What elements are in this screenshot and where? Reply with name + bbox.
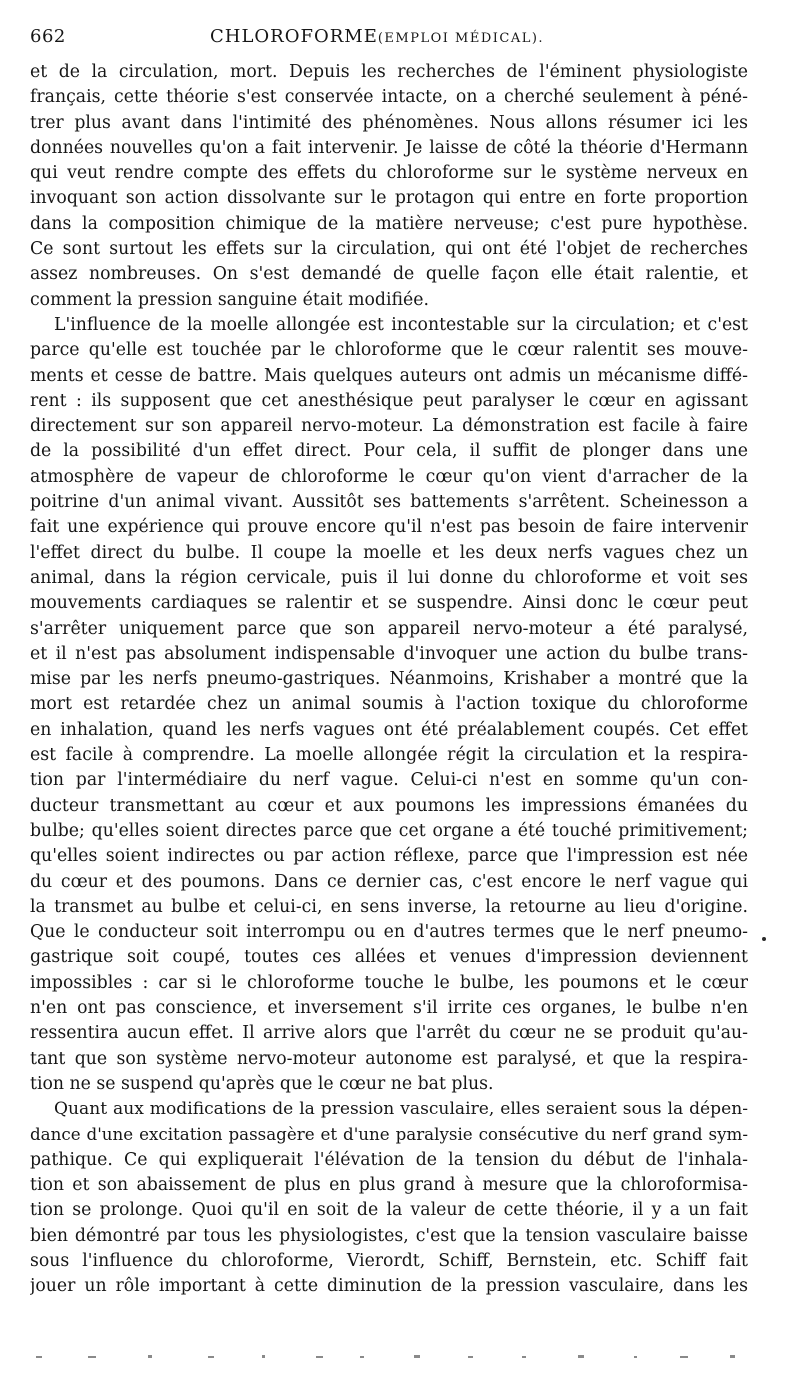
scan-noise-mark	[578, 1355, 584, 1358]
text-line: de la possibilité d'un effet direct. Pour cela, il suffit de plonger dans une	[30, 441, 748, 462]
text-line: bulbe; qu'elles soient directes parce que cet organe a été touché primitivement;	[30, 820, 748, 841]
text-line: tion par l'intermédiaire du nerf vague. Celui-ci n'est en somme qu'un con-	[30, 770, 748, 791]
text-line: qu'elles soient indirectes ou par action réflexe, parce que l'impression est née	[30, 846, 748, 867]
text-line: assez nombreuses. On s'est demandé de quelle façon elle était ralentie, et	[30, 264, 748, 285]
scan-noise-mark	[730, 1355, 735, 1358]
running-head	[210, 26, 544, 47]
text-line: mouvements cardiaques se ralentir et se suspendre. Ainsi donc le cœur peut	[30, 593, 748, 614]
scan-noise-mark	[316, 1356, 323, 1358]
scan-noise-mark	[148, 1355, 152, 1358]
text-line: et de la circulation, mort. Depuis les recherches de l'éminent physiologiste	[30, 62, 748, 82]
scan-noise-mark	[36, 1356, 42, 1358]
text-line: est facile à comprendre. La moelle allongée régit la circulation et la respira-	[30, 745, 748, 766]
text-line: animal, dans la région cervicale, puis il lui donne du chloroforme et voit ses	[30, 567, 748, 588]
text-line: impossibles : car si le chloroforme touche le bulbe, les poumons et le cœur	[30, 972, 748, 993]
scan-noise-mark	[468, 1356, 473, 1358]
page-header	[30, 26, 748, 58]
text-line: tion et son abaissement de plus en plus grand à mesure que la chloroformisa-	[30, 1175, 748, 1196]
text-line: pathique. Ce qui expliquerait l'élévation de la tension du début de l'inhala-	[30, 1149, 748, 1170]
text-line: du cœur et des poumons. Dans ce dernier cas, c'est encore le nerf vague qui	[30, 871, 748, 892]
page-number: 662	[30, 26, 66, 47]
text-line: ressentira aucun effet. Il arrive alors que l'arrêt du cœur ne se produit qu'au-	[30, 1023, 748, 1044]
text-line: jouer un rôle important à cette diminution de la pression vasculaire, dans les	[30, 1276, 748, 1297]
text-line: dans la composition chimique de la matière nerveuse; c'est pure hypothèse.	[30, 213, 748, 234]
scan-noise-mark	[360, 1356, 364, 1358]
scan-noise-mark	[414, 1355, 420, 1358]
paragraph	[30, 1097, 748, 1299]
text-line: français, cette théorie s'est conservée intacte, on a cherché seulement à péné-	[30, 87, 748, 108]
text-line: invoquant son action dissolvante sur le protagon qui entre en forte proportion	[30, 188, 748, 209]
running-head-title: CHLOROFORME	[210, 26, 378, 47]
text-line: n'en ont pas conscience, et inversement s'il irrite ces organes, le bulbe n'en	[30, 997, 748, 1018]
text-line: directement sur son appareil nervo-moteur. La démonstration est facile à faire	[30, 416, 748, 437]
text-line: ments et cesse de battre. Mais quelques auteurs ont admis un mécanisme diffé-	[30, 365, 748, 386]
running-head-subtitle: (EMPLOI MÉDICAL).	[377, 31, 545, 46]
text-line: mort est retardée chez un animal soumis à l'action toxique du chloroforme	[30, 694, 748, 715]
text-line: la transmet au bulbe et celui-ci, en sens inverse, la retourne au lieu d'origine.	[30, 896, 748, 917]
bottom-scan-noise	[30, 1350, 748, 1364]
text-line: sous l'influence du chloroforme, Vierordt, Schiff, Bernstein, etc. Schiff fait	[30, 1250, 748, 1271]
text-line: qui veut rendre compte des effets du chloroforme sur le système nerveux en	[30, 163, 748, 184]
scan-noise-mark	[680, 1356, 688, 1358]
scan-noise-mark	[634, 1356, 637, 1358]
text-line: poitrine d'un animal vivant. Aussitôt ses battements s'arrêtent. Scheinesson a	[30, 492, 748, 513]
text-line: rent : ils supposent que cet anesthésique peut paralyser le cœur en agissant	[30, 390, 748, 411]
scan-noise-mark	[262, 1355, 265, 1358]
text-line: fait une expérience qui prouve encore qu'il n'est pas besoin de faire intervenir	[30, 517, 748, 538]
text-line: bien démontré par tous les physiologistes, c'est que la tension vasculaire baisse	[30, 1225, 748, 1246]
text-line: comment la pression sanguine était modifiée.	[30, 289, 429, 310]
text-line: données nouvelles qu'on a fait intervenir. Je laisse de côté la théorie d'Hermann	[30, 137, 748, 158]
text-line: atmosphère de vapeur de chloroforme le cœur qu'on vient d'arracher de la	[30, 466, 748, 487]
text-line: L'influence de la moelle allongée est incontestable sur la circulation; et c'est	[54, 314, 748, 335]
text-line: Que le conducteur soit interrompu ou en d'autres termes que le nerf pneumo-	[30, 922, 748, 943]
scan-noise-mark	[88, 1356, 96, 1358]
paragraph	[30, 313, 748, 1097]
text-line: Ce sont surtout les effets sur la circulation, qui ont été l'objet de recherches	[30, 239, 748, 260]
margin-ink-dot	[762, 937, 766, 941]
text-line: trer plus avant dans l'intimité des phénomènes. Nous allons résumer ici les	[30, 112, 748, 133]
text-line: tion ne se suspend qu'après que le cœur ne bat plus.	[30, 1073, 494, 1094]
book-page	[30, 0, 748, 1394]
text-line: ducteur transmettant au cœur et aux poumons les impressions émanées du	[30, 795, 748, 816]
text-line: et il n'est pas absolument indispensable d'invoquer une action du bulbe trans-	[30, 643, 748, 664]
text-line: tion se prolonge. Quoi qu'il en soit de la valeur de cette théorie, il y a un fait	[30, 1200, 748, 1221]
scan-noise-mark	[522, 1356, 526, 1358]
text-line: dance d'une excitation passagère et d'une paralysie consécutive du nerf grand sym-	[30, 1124, 748, 1145]
text-line: s'arrêter uniquement parce que son appareil nervo-moteur a été paralysé,	[30, 618, 748, 639]
text-line: parce qu'elle est touchée par le chloroforme que le cœur ralentit ses mouve-	[30, 340, 748, 361]
paragraph	[30, 60, 748, 313]
text-line: Quant aux modifications de la pression vasculaire, elles seraient sous la dépen-	[54, 1099, 748, 1120]
scan-noise-mark	[208, 1356, 214, 1358]
text-line: mise par les nerfs pneumo-gastriques. Néanmoins, Krishaber a montré que la	[30, 669, 748, 690]
text-line: gastrique soit coupé, toutes ces allées et venues d'impression deviennent	[30, 947, 748, 968]
text-line: l'effet direct du bulbe. Il coupe la moelle et les deux nerfs vagues chez un	[30, 542, 748, 563]
text-line: tant que son système nervo-moteur autonome est paralysé, et que la respira-	[30, 1048, 748, 1069]
text-line: en inhalation, quand les nerfs vagues ont été préalablement coupés. Cet effet	[30, 719, 748, 740]
body-text	[30, 60, 748, 1300]
